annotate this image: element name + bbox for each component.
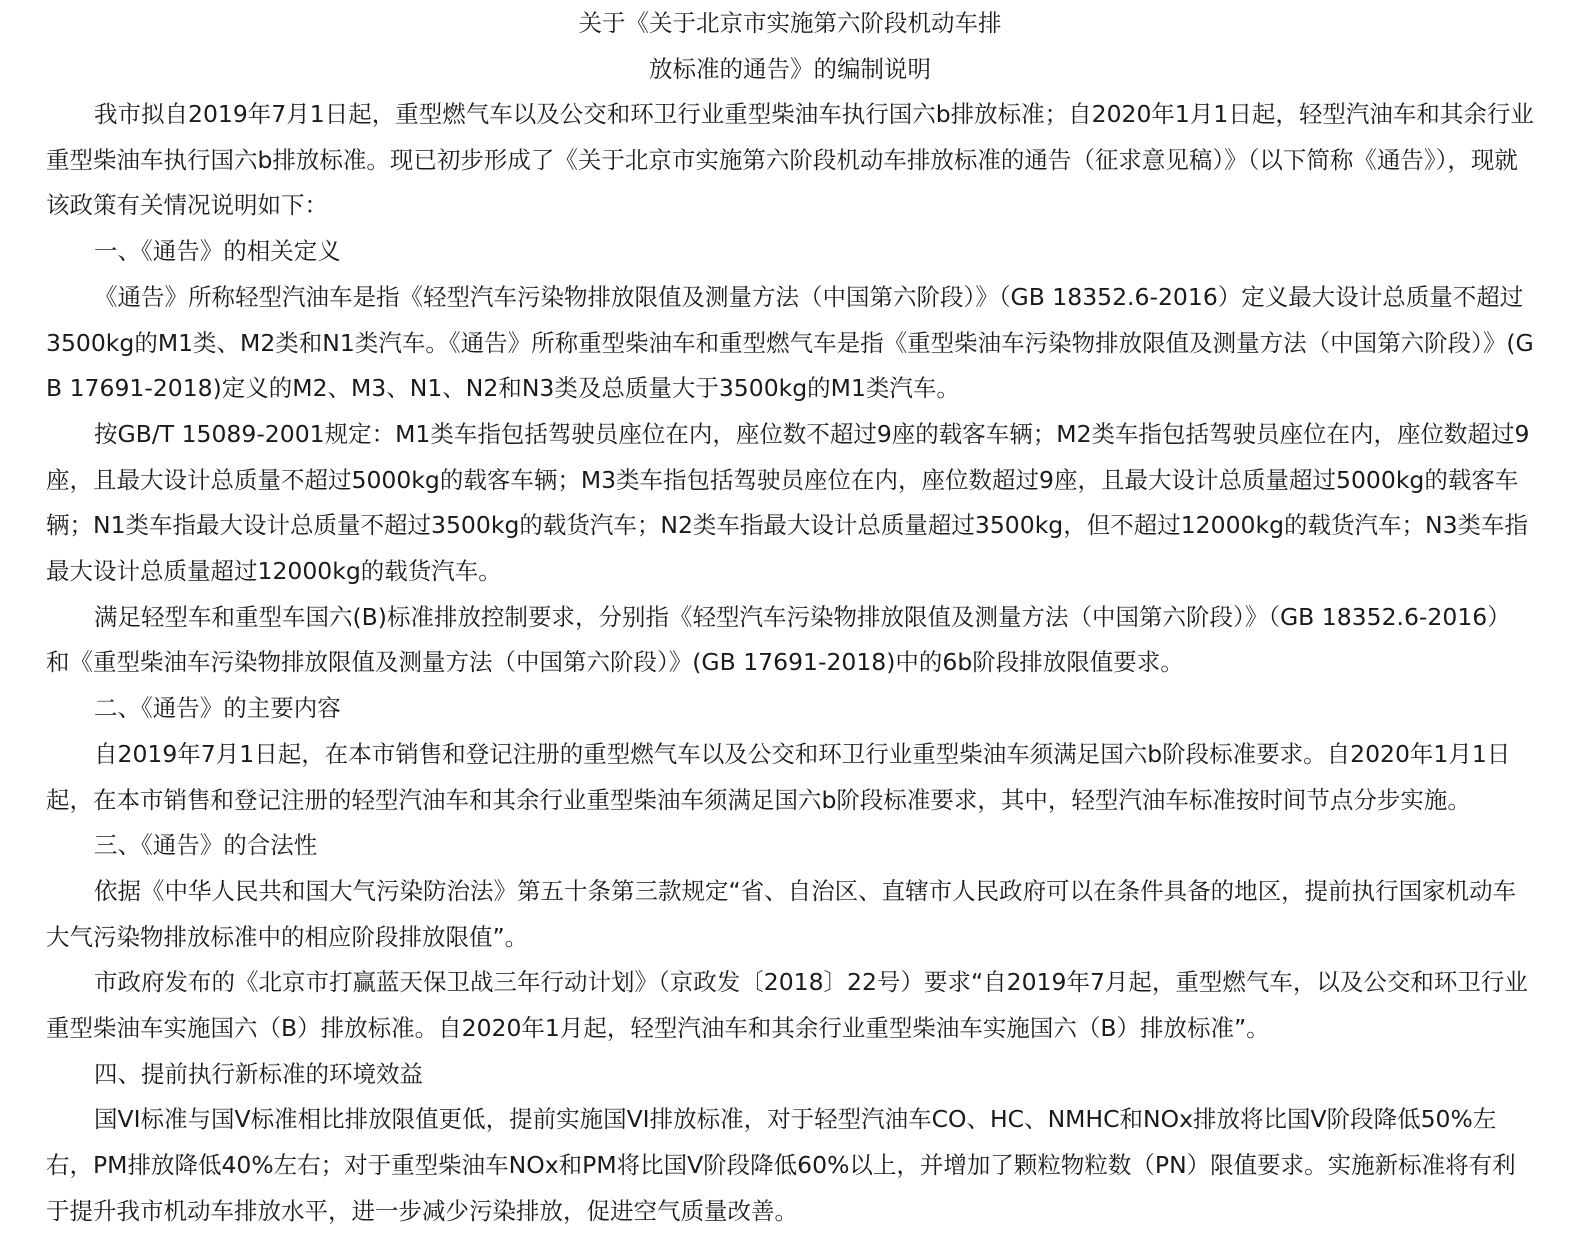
section-1-heading: 一、《通告》的相关定义 bbox=[94, 237, 341, 266]
section-3-heading: 三、《通告》的合法性 bbox=[94, 831, 318, 860]
section-1-paragraph-1: 《通告》所称轻型汽油车是指《轻型汽车污染物排放限值及测量方法（中国第六阶段）》（GB 18352.6-2016）定义最大设计总质量不超过3500kg的M1类、M2类和N1类汽车。《通告》所称重型柴油车和重型燃气车是指《重型柴油车污染物排放限值及测量方法（中国第六阶段）》(GB 17691-2018)定义的M2、M3、N1、N2和N3类及总质量大于3500kg的M1类汽车。 bbox=[46, 282, 1534, 403]
section-3-paragraph-1: 依据《中华人民共和国大气污染防治法》第五十条第三款规定“省、自治区、直辖市人民政府可以在条件具备的地区，提前执行国家机动车大气污染物排放标准中的相应阶段排放限值”。 bbox=[46, 876, 1517, 951]
document-title-line-2: 放标准的通告》的编制说明 bbox=[649, 55, 931, 83]
section-4-paragraph-1: 国VI标准与国V标准相比排放限值更低，提前实施国VI排放标准，对于轻型汽油车CO、HC、NMHC和NOx排放将比国V阶段降低50%左右，PM排放降低40%左右；对于重型柴油车NOx和PM将比国V阶段降低60%以上，并增加了颗粒物粒数（PN）限值要求。实施新标准将有利于提升我市机动车排放水平，进一步减少污染排放，促进空气质量改善。 bbox=[46, 1105, 1516, 1225]
intro-paragraph: 我市拟自2019年7月1日起，重型燃气车以及公交和环卫行业重型柴油车执行国六b排放标准；自2020年1月1日起，轻型汽油车和其余行业重型柴油车执行国六b排放标准。现已初步形成了《关于北京市实施第六阶段机动车排放标准的通告（征求意见稿）》（以下简称《通告》），现就该政策有关情况说明如下： bbox=[46, 100, 1534, 220]
section-2-heading: 二、《通告》的主要内容 bbox=[94, 694, 341, 723]
section-2-paragraph-1: 自2019年7月1日起，在本市销售和登记注册的重型燃气车以及公交和环卫行业重型柴油车须满足国六b阶段标准要求。自2020年1月1日起，在本市销售和登记注册的轻型汽油车和其余行业重型柴油车须满足国六b阶段标准要求，其中，轻型汽油车标准按时间节点分步实施。 bbox=[46, 739, 1511, 814]
section-4-heading: 四、提前执行新标准的环境效益 bbox=[94, 1059, 423, 1088]
section-1-paragraph-3: 满足轻型车和重型车国六(B)标准排放控制要求，分别指《轻型汽车污染物排放限值及测量方法（中国第六阶段）》（GB 18352.6-2016）和《重型柴油车污染物排放限值及测量方法（中国第六阶段）》(GB 17691-2018)中的6b阶段排放限值要求。 bbox=[46, 602, 1511, 677]
document-title-line-1: 关于《关于北京市实施第六阶段机动车排 bbox=[578, 9, 1002, 37]
section-3-paragraph-2: 市政府发布的《北京市打赢蓝天保卫战三年行动计划》（京政发〔2018〕22号）要求“自2019年7月起，重型燃气车，以及公交和环卫行业重型柴油车实施国六（B）排放标准。自2020年1月起，轻型汽油车和其余行业重型柴油车实施国六（B）排放标准”。 bbox=[46, 968, 1528, 1043]
section-1-paragraph-2: 按GB/T 15089-2001规定：M1类车指包括驾驶员座位在内，座位数不超过9座的载客车辆；M2类车指包括驾驶员座位在内，座位数超过9座，且最大设计总质量不超过5000kg的载客车辆；M3类车指包括驾驶员座位在内，座位数超过9座，且最大设计总质量超过5000kg的载客车辆；N1类车指最大设计总质量不超过3500kg的载货汽车；N2类车指最大设计总质量超过3500kg，但不超过12000kg的载货汽车；N3类车指最大设计总质量超过12000kg的载货汽车。 bbox=[46, 419, 1530, 586]
